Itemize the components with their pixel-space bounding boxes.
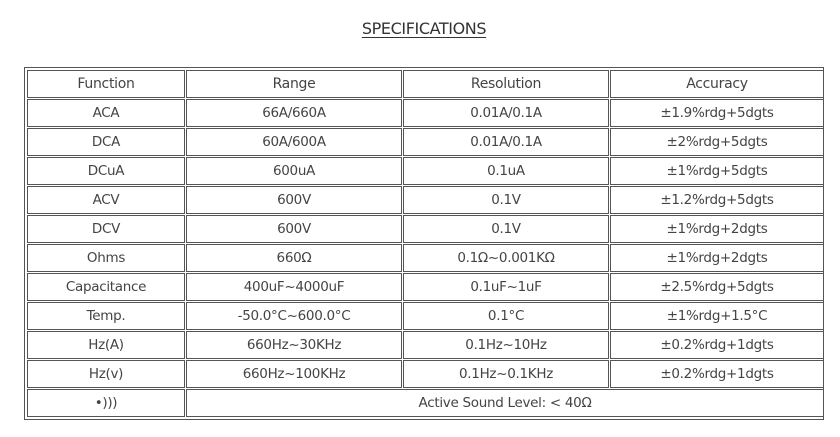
- table-row: [27, 186, 824, 214]
- range-cell: 600V: [186, 215, 402, 243]
- active-sound-level-note: Active Sound Level: < 40Ω: [186, 389, 824, 417]
- range-cell: 660Ω: [186, 244, 402, 272]
- accuracy-cell: ±2.5%rdg+5dgts: [610, 273, 824, 301]
- range-cell: 660Hz~100KHz: [186, 360, 402, 388]
- function-cell: Hz(v): [27, 360, 185, 388]
- table-row: [27, 157, 824, 185]
- accuracy-cell: ±1.2%rdg+5dgts: [610, 186, 824, 214]
- function-cell: Capacitance: [27, 273, 185, 301]
- resolution-cell: 0.1Hz~10Hz: [403, 331, 609, 359]
- range-cell: 66A/660A: [186, 99, 402, 127]
- accuracy-cell: ±1%rdg+2dgts: [610, 215, 824, 243]
- resolution-cell: 0.01A/0.1A: [403, 99, 609, 127]
- accuracy-cell: ±0.2%rdg+1dgts: [610, 360, 824, 388]
- resolution-cell: 0.1uA: [403, 157, 609, 185]
- table-row: [27, 331, 824, 359]
- table-row: [27, 244, 824, 272]
- range-cell: 400uF~4000uF: [186, 273, 402, 301]
- function-cell: DCV: [27, 215, 185, 243]
- accuracy-cell: ±2%rdg+5dgts: [610, 128, 824, 156]
- specifications-table: [24, 67, 824, 420]
- header-accuracy: Accuracy: [610, 70, 824, 98]
- accuracy-cell: ±1%rdg+5dgts: [610, 157, 824, 185]
- range-cell: 660Hz~30KHz: [186, 331, 402, 359]
- header-function: Function: [27, 70, 185, 98]
- table-row: [27, 99, 824, 127]
- accuracy-cell: ±1%rdg+1.5°C: [610, 302, 824, 330]
- resolution-cell: 0.1V: [403, 215, 609, 243]
- function-cell: Hz(A): [27, 331, 185, 359]
- header-range: Range: [186, 70, 402, 98]
- accuracy-cell: ±1%rdg+2dgts: [610, 244, 824, 272]
- table-row: [27, 360, 824, 388]
- resolution-cell: 0.1V: [403, 186, 609, 214]
- function-cell: DCA: [27, 128, 185, 156]
- function-cell: ACA: [27, 99, 185, 127]
- resolution-cell: 0.1°C: [403, 302, 609, 330]
- header-resolution: Resolution: [403, 70, 609, 98]
- continuity-buzzer-icon: •))): [27, 389, 185, 417]
- table-row: [27, 128, 824, 156]
- page-title: SPECIFICATIONS: [361, 19, 487, 38]
- range-cell: 600uA: [186, 157, 402, 185]
- table-header-row: [27, 70, 824, 98]
- function-cell: Temp.: [27, 302, 185, 330]
- table-row: [27, 215, 824, 243]
- function-cell: DCuA: [27, 157, 185, 185]
- table-row: [27, 273, 824, 301]
- resolution-cell: 0.1uF~1uF: [403, 273, 609, 301]
- accuracy-cell: ±1.9%rdg+5dgts: [610, 99, 824, 127]
- function-cell: Ohms: [27, 244, 185, 272]
- resolution-cell: 0.1Hz~0.1KHz: [403, 360, 609, 388]
- range-cell: 600V: [186, 186, 402, 214]
- range-cell: -50.0°C~600.0°C: [186, 302, 402, 330]
- function-cell: ACV: [27, 186, 185, 214]
- resolution-cell: 0.01A/0.1A: [403, 128, 609, 156]
- range-cell: 60A/600A: [186, 128, 402, 156]
- accuracy-cell: ±0.2%rdg+1dgts: [610, 331, 824, 359]
- table-row-continuity: [27, 389, 824, 417]
- resolution-cell: 0.1Ω~0.001KΩ: [403, 244, 609, 272]
- table-row: [27, 302, 824, 330]
